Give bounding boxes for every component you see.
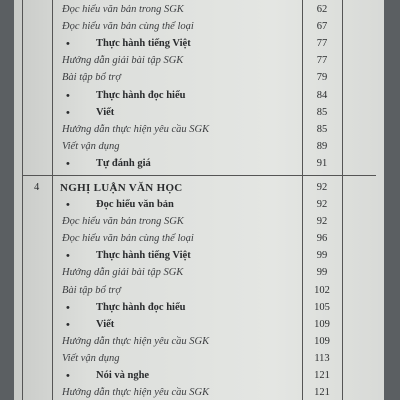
bullet-icon: • xyxy=(66,250,70,263)
toc-subentry: Hướng dẫn thực hiện yêu cầu SGK xyxy=(62,123,210,135)
bullet-icon: • xyxy=(66,106,70,119)
unit-number: 4 xyxy=(34,182,40,193)
toc-entry-row xyxy=(14,156,384,172)
section-divider xyxy=(22,175,376,176)
toc-subentry: Hướng dẫn thực hiện yêu cầu SGK xyxy=(62,387,210,399)
toc-page-number: 102 xyxy=(314,284,330,296)
bullet-icon: • xyxy=(66,38,70,51)
toc-subentry: Viết vận dụng xyxy=(62,140,120,152)
toc-entry-row xyxy=(14,36,384,52)
toc-entry-row xyxy=(14,19,384,35)
toc-page-number: 89 xyxy=(316,140,328,152)
toc-entry-row xyxy=(14,351,384,367)
toc-subentry: Hướng dẫn giải bài tập SGK xyxy=(62,55,184,67)
toc-page-number: 109 xyxy=(314,335,330,347)
toc-subentry: Bài tập bổ trợ xyxy=(62,72,121,84)
toc-page-number: 96 xyxy=(316,233,328,245)
bullet-icon: • xyxy=(66,370,70,382)
toc-heading: Viết xyxy=(96,106,115,118)
toc-entry-row xyxy=(14,283,384,299)
toc-entry-row xyxy=(14,317,384,333)
toc-subentry: Hướng dẫn thực hiện yêu cầu SGK xyxy=(62,335,210,347)
toc-heading: Thực hành đọc hiểu xyxy=(96,301,186,313)
toc-page-number: 77 xyxy=(316,38,328,50)
bullet-icon: • xyxy=(66,89,70,102)
toc-entry-row xyxy=(14,300,384,316)
toc-entry-row xyxy=(14,122,384,138)
toc-page-number: 91 xyxy=(316,157,328,169)
toc-heading: Thực hành tiếng Việt xyxy=(96,250,191,262)
bullet-icon: • xyxy=(66,199,70,211)
toc-subentry: Đọc hiểu văn bản trong SGK xyxy=(62,4,184,15)
toc-unit-row xyxy=(14,180,384,196)
toc-entry-row xyxy=(14,265,384,281)
bullet-icon: • xyxy=(66,301,70,314)
toc-heading: Thực hành đọc hiểu xyxy=(96,89,186,101)
toc-page-number: 84 xyxy=(316,89,328,101)
toc-subentry: Đọc hiểu văn bản cùng thể loại xyxy=(62,21,194,33)
toc-page-number: 67 xyxy=(316,21,328,33)
toc-entry-row xyxy=(14,2,384,18)
toc-subentry: Đọc hiểu văn bản cùng thể loại xyxy=(62,233,194,245)
toc-page-number: 109 xyxy=(314,318,330,330)
toc-heading: Tự đánh giá xyxy=(96,157,151,169)
toc-entry-row xyxy=(14,214,384,230)
toc-heading: Nói và nghe xyxy=(96,370,150,381)
toc-entry-row xyxy=(14,334,384,350)
toc-page-number: 113 xyxy=(314,352,330,364)
toc-heading: Viết xyxy=(96,318,115,330)
toc-entry-row xyxy=(14,385,384,400)
toc-entry-row xyxy=(14,53,384,69)
toc-subentry: Đọc hiểu văn bản trong SGK xyxy=(62,216,184,228)
toc-page-number: 105 xyxy=(314,301,330,313)
toc-entry-row xyxy=(14,197,384,213)
toc-entry-row xyxy=(14,231,384,247)
toc-page-number: 121 xyxy=(314,387,330,399)
toc-page xyxy=(14,0,384,400)
toc-heading: Đọc hiểu văn bản xyxy=(96,199,174,210)
unit-page: 92 xyxy=(316,182,328,193)
toc-entry-row xyxy=(14,368,384,384)
toc-page-number: 92 xyxy=(316,216,328,228)
bullet-icon: • xyxy=(66,318,70,331)
toc-subentry: Hướng dẫn giải bài tập SGK xyxy=(62,267,184,279)
toc-entry-row xyxy=(14,70,384,86)
toc-page-number: 99 xyxy=(316,267,328,279)
toc-entry-row xyxy=(14,105,384,121)
toc-page-number: 85 xyxy=(316,106,328,118)
toc-page-number: 92 xyxy=(316,199,328,210)
toc-page-number: 85 xyxy=(316,123,328,135)
toc-page-number: 79 xyxy=(316,72,328,84)
toc-entry-row xyxy=(14,88,384,104)
toc-heading: Thực hành tiếng Việt xyxy=(96,38,191,50)
toc-page-number: 62 xyxy=(316,4,328,15)
toc-page-number: 77 xyxy=(316,55,328,67)
toc-subentry: Viết vận dụng xyxy=(62,352,120,364)
toc-entry-row xyxy=(14,139,384,155)
unit-title: NGHỊ LUẬN VĂN HỌC xyxy=(60,182,183,194)
toc-subentry: Bài tập bổ trợ xyxy=(62,284,121,296)
bullet-icon: • xyxy=(66,157,70,170)
toc-page-number: 121 xyxy=(314,370,330,381)
toc-page-number: 99 xyxy=(316,250,328,262)
toc-entry-row xyxy=(14,248,384,264)
